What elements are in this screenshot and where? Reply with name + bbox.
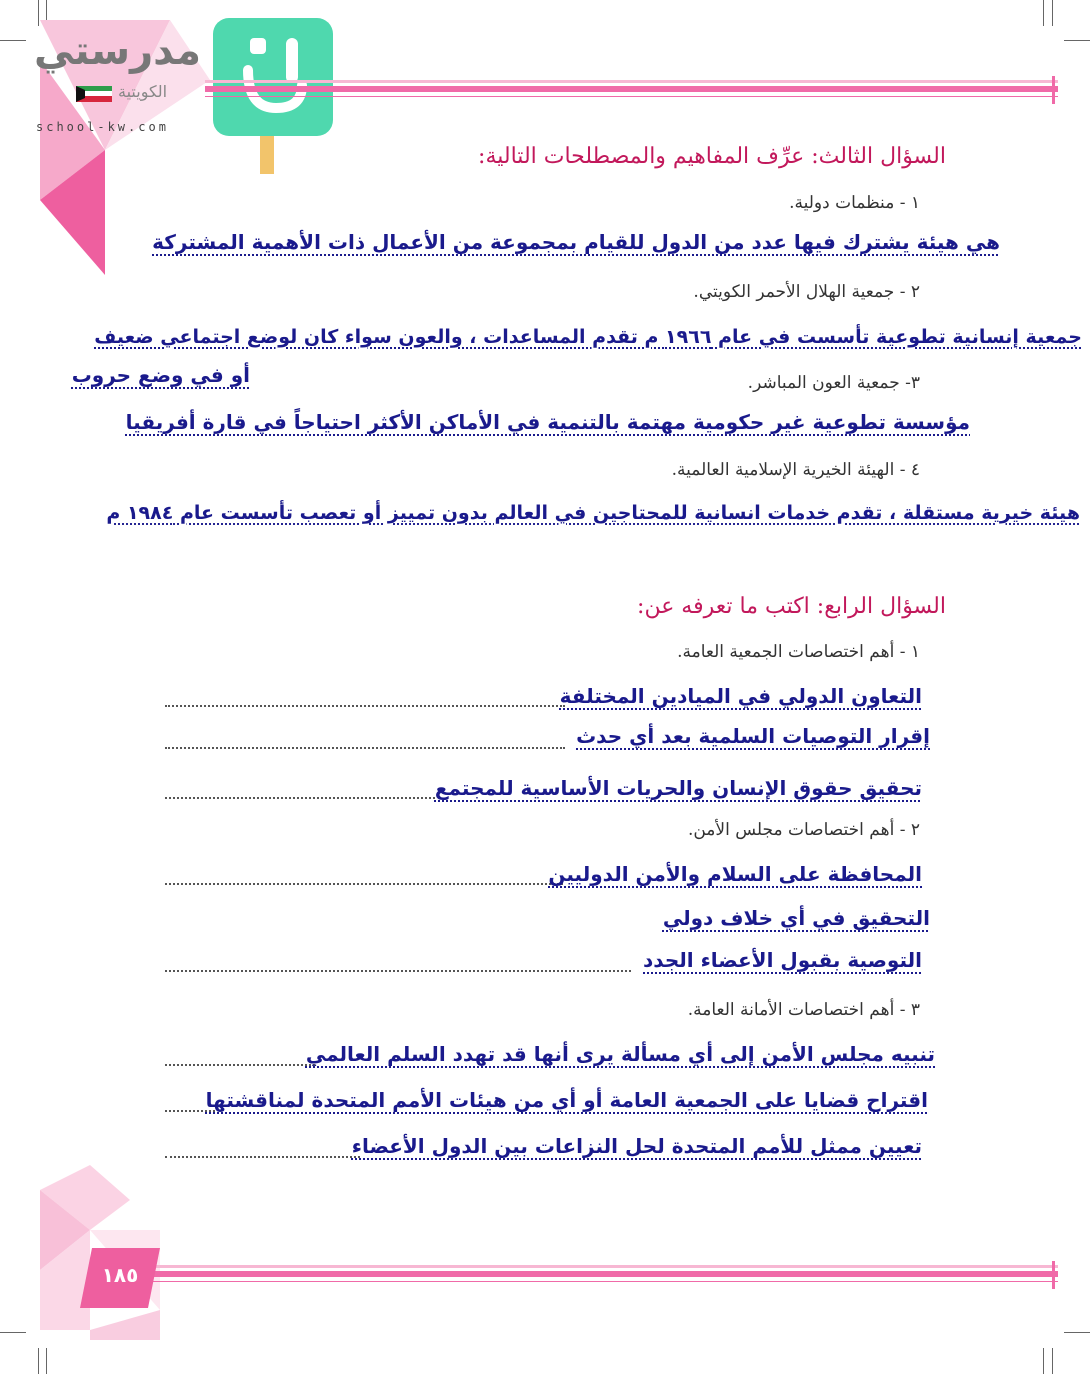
q3-item-answer: هي هيئة يشترك فيها عدد من الدول للقيام بمجموعة من الأعمال ذات الأهمية المشتركة: [152, 230, 1000, 254]
header-band-thin: [205, 96, 1058, 97]
crop-mark: [1052, 1348, 1053, 1374]
footer-band: [150, 1271, 1058, 1277]
q4-answer: المحافظة على السلام والأمن الدوليين: [548, 862, 922, 886]
q3-item-answer: جمعية إنسانية تطوعية تأسست في عام ١٩٦٦ م تقدم المساعدات ، والعون سواء كان لوضع اجتماعي ضعيف: [94, 326, 1082, 348]
answer-dotted-line: [165, 705, 565, 707]
logo-name: مدرستي: [34, 28, 202, 74]
q3-item-label: ١ - منظمات دولية.: [789, 193, 920, 213]
q4-answer: اقتراح قضايا على الجمعية العامة أو أي من هيئات الأمم المتحدة لمناقشتها: [205, 1088, 928, 1112]
header-band-cap: [1052, 76, 1055, 104]
crop-mark: [0, 1332, 26, 1333]
answer-dotted-line: [165, 1156, 360, 1158]
q4-answer: إقرار التوصيات السلمية بعد أي حدث: [576, 724, 930, 748]
answer-dotted-line: [165, 747, 565, 749]
q3-item-label: ٣- جمعية العون المباشر.: [747, 373, 920, 393]
logo-bookmark: [260, 136, 274, 174]
crop-mark: [1043, 1348, 1044, 1374]
q4-answer: التوصية بقبول الأعضاء الجدد: [643, 948, 922, 972]
crop-mark: [1064, 1332, 1090, 1333]
crop-mark: [46, 1348, 47, 1374]
q4-answer: تعيين ممثل للأمم المتحدة لحل النزاعات بين الدول الأعضاء: [351, 1134, 922, 1158]
footer-band-cap: [1052, 1261, 1055, 1289]
q4-section-label: ٢ - أهم اختصاصات مجلس الأمن.: [687, 820, 920, 840]
crop-mark: [1064, 40, 1090, 41]
kuwait-flag-icon: [76, 86, 112, 102]
answer-dotted-line: [165, 1064, 315, 1066]
logo-url: school-kw.com: [36, 120, 169, 134]
crop-mark: [38, 1348, 39, 1374]
q4-section-label: ١ - أهم اختصاصات الجمعية العامة.: [677, 642, 920, 662]
crop-mark: [1052, 0, 1053, 26]
answer-dotted-line: [165, 797, 435, 799]
page-number: ١٨٥: [101, 1263, 139, 1287]
q4-section-label: ٣ - أهم اختصاصات الأمانة العامة.: [687, 1000, 920, 1020]
q4-answer: التعاون الدولي في الميادين المختلفة: [559, 684, 922, 708]
q3-item-answer-continued: أو في وضع حروب: [71, 363, 250, 387]
logo-subtitle: الكويتية: [118, 82, 168, 101]
q3-item-answer: هيئة خيرية مستقلة ، تقدم خدمات انسانية للمحتاجين في العالم بدون تمييز أو تعصب تأسست عام ١٩٨٤ م: [106, 502, 1080, 524]
header-band-light: [205, 80, 1058, 83]
q3-item-label: ٤ - الهيئة الخيرية الإسلامية العالمية.: [671, 460, 920, 480]
q4-answer: التحقيق في أي خلاف دولي: [662, 906, 930, 930]
crop-mark: [0, 40, 26, 41]
logo-face-icon: [230, 30, 320, 120]
footer-band-light: [150, 1265, 1058, 1268]
header-band: [205, 86, 1058, 92]
footer-band-thin: [150, 1281, 1058, 1282]
q4-title: السؤال الرابع: اكتب ما تعرفه عن:: [637, 594, 946, 619]
q4-answer: تحقيق حقوق الإنسان والحريات الأساسية للمجتمع: [434, 776, 922, 800]
q3-item-answer: مؤسسة تطوعية غير حكومية مهتمة بالتنمية في الأماكن الأكثر احتياجاً في قارة أفريقيا: [125, 410, 970, 434]
q3-item-label: ٢ - جمعية الهلال الأحمر الكويتي.: [693, 282, 920, 302]
crop-mark: [1043, 0, 1044, 26]
q4-answer: تنبيه مجلس الأمن إلى أي مسألة يرى أنها قد تهدد السلم العالمي: [305, 1042, 935, 1066]
answer-dotted-line: [165, 883, 563, 885]
q3-title: السؤال الثالث: عرِّف المفاهيم والمصطلحات التالية:: [478, 144, 946, 169]
answer-dotted-line: [165, 970, 631, 972]
